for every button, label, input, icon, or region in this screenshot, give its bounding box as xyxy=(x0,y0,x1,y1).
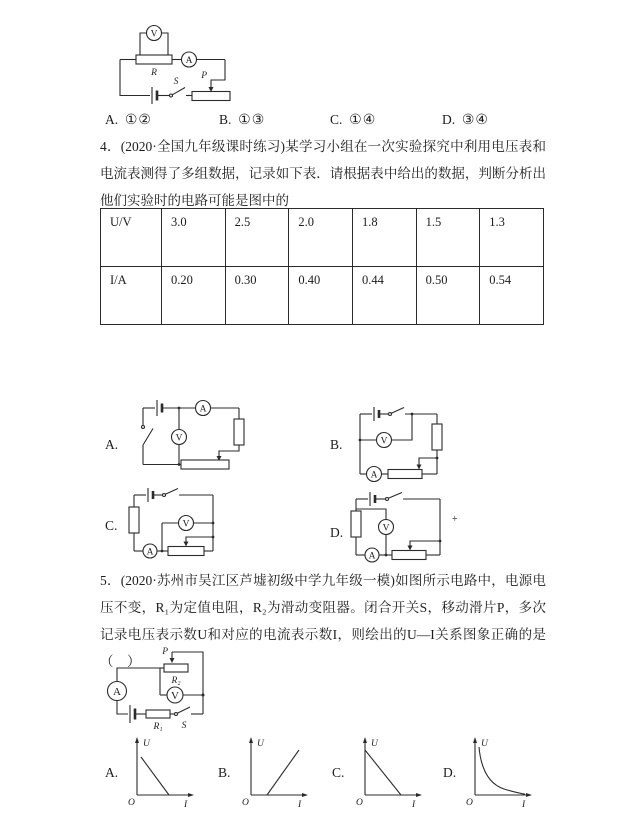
cell: 1.3 xyxy=(480,209,544,267)
graph-line xyxy=(141,757,169,795)
cell: 0.44 xyxy=(352,267,416,325)
switch-blade xyxy=(177,707,190,713)
q5-graph-label-c: C. xyxy=(332,765,345,780)
svg-text:V: V xyxy=(150,29,158,40)
circuit-option-b xyxy=(352,406,447,484)
cell: 2.0 xyxy=(289,209,353,267)
svg-text:V: V xyxy=(182,519,190,530)
svg-text:A: A xyxy=(199,404,207,415)
svg-text:A: A xyxy=(370,470,378,481)
circuit-figure-q5 xyxy=(102,646,217,736)
cell: 2.5 xyxy=(225,209,289,267)
i-axis-label: I xyxy=(412,800,416,810)
resistor-box xyxy=(146,710,170,718)
svg-text:A: A xyxy=(146,547,154,558)
u-axis-label: U xyxy=(143,739,150,749)
resistor-box xyxy=(351,511,361,537)
stray-plus-mark: + xyxy=(452,514,458,525)
origin-label: O xyxy=(466,798,473,808)
cell: 0.20 xyxy=(162,267,226,325)
circuit-option-d xyxy=(348,491,448,566)
cell: 0.54 xyxy=(480,267,544,325)
resistor-box xyxy=(136,55,172,64)
q4-choice-label-d: D. xyxy=(330,525,344,540)
q4-choice-label-b: B. xyxy=(330,437,343,452)
cell: 0.30 xyxy=(225,267,289,325)
cell: 0.40 xyxy=(289,267,353,325)
rheostat-box xyxy=(181,460,229,469)
q3-option-a: A. ①② xyxy=(105,112,152,128)
switch-blade xyxy=(388,493,402,499)
switch-blade xyxy=(172,88,185,95)
i-axis-label: I xyxy=(184,800,188,810)
rheostat-box xyxy=(168,547,204,556)
switch-blade xyxy=(143,429,153,446)
resistor-box xyxy=(129,507,139,533)
r2-label: R₂ xyxy=(171,676,181,686)
rheostat-box xyxy=(388,470,422,479)
circuit-option-a xyxy=(131,399,251,477)
graph-option-b xyxy=(236,733,316,811)
rheostat-box xyxy=(392,551,426,560)
resistor-box xyxy=(234,419,244,445)
q5-question-text: 5．(2020·苏州市吴江区芦墟初级中学九年级一模)如图所示电路中，电源电压不变，R₁为定值电阻，R₂为滑动变阻器。闭合开关S，移动滑片P，多次记录电压表示数U和对应的电流表示数I，则绘出的U—I关系图象正确的是（ ） xyxy=(100,573,546,669)
graph-option-c xyxy=(350,733,430,811)
svg-text:V: V xyxy=(380,436,388,447)
q5-number: 5． xyxy=(100,573,121,588)
i-axis-label: I xyxy=(298,800,302,810)
switch-pivot xyxy=(170,94,173,97)
graph-option-d xyxy=(460,733,540,811)
svg-text:V: V xyxy=(175,433,183,444)
origin-label: O xyxy=(128,798,135,808)
resistor-label: R xyxy=(151,68,157,78)
switch-label: S xyxy=(181,721,187,731)
q3-option-c: C. ①④ xyxy=(330,112,377,128)
u-axis-label: U xyxy=(257,739,264,749)
circuit-figure-q3 xyxy=(112,20,242,108)
slider-label: P xyxy=(201,71,207,81)
q4-choice-label-a: A. xyxy=(105,437,119,452)
graph-curve xyxy=(479,747,525,794)
row-header: U/V xyxy=(101,209,162,267)
switch-label: S xyxy=(173,77,179,87)
origin-label: O xyxy=(242,798,249,808)
svg-text:V: V xyxy=(382,523,390,534)
i-axis-label: I xyxy=(522,800,526,810)
cell: 1.5 xyxy=(416,209,480,267)
q3-option-b: B. ①③ xyxy=(219,112,266,128)
graph-option-a xyxy=(122,733,202,811)
switch-pivot xyxy=(389,413,392,416)
slider-label: P xyxy=(162,647,168,657)
q5-graph-label-d: D. xyxy=(443,765,457,780)
switch-pivot xyxy=(175,713,178,716)
svg-text:A: A xyxy=(113,686,121,698)
q5-graph-label-b: B. xyxy=(218,765,231,780)
circuit-option-c xyxy=(126,487,221,562)
rheostat-box xyxy=(164,664,188,672)
q4-number: 4． xyxy=(100,139,121,154)
r1-label: R₁ xyxy=(153,722,163,732)
cell: 3.0 xyxy=(162,209,226,267)
rheostat-box xyxy=(192,92,230,101)
svg-text:V: V xyxy=(171,690,179,702)
switch-pivot xyxy=(386,498,389,501)
switch-blade xyxy=(165,489,178,495)
q3-option-d: D. ③④ xyxy=(442,112,489,128)
q4-choice-label-c: C. xyxy=(105,518,118,533)
q5-graph-label-a: A. xyxy=(105,765,119,780)
svg-text:A: A xyxy=(185,56,193,66)
cell: 1.8 xyxy=(352,209,416,267)
graph-line xyxy=(267,750,299,795)
row-header: I/A xyxy=(101,267,162,325)
switch-blade xyxy=(391,408,404,414)
switch-pivot xyxy=(163,494,166,497)
u-axis-label: U xyxy=(371,739,378,749)
graph-line xyxy=(365,750,401,795)
q4-measurement-table xyxy=(100,208,544,325)
table-row-voltage xyxy=(101,209,544,267)
switch-pivot xyxy=(142,426,145,429)
table-row-current xyxy=(101,267,544,325)
origin-label: O xyxy=(356,798,363,808)
cell: 0.50 xyxy=(416,267,480,325)
svg-text:A: A xyxy=(368,551,376,562)
u-axis-label: U xyxy=(481,739,488,749)
q4-question-text: 4．(2020·全国九年级课时练习)某学习小组在一次实验探究中利用电压表和电流表测得了多组数据，记录如下表．请根据表中给出的数据，判断分析出他们实验时的电路可能是图中的 xyxy=(100,139,546,208)
resistor-box xyxy=(432,424,442,450)
